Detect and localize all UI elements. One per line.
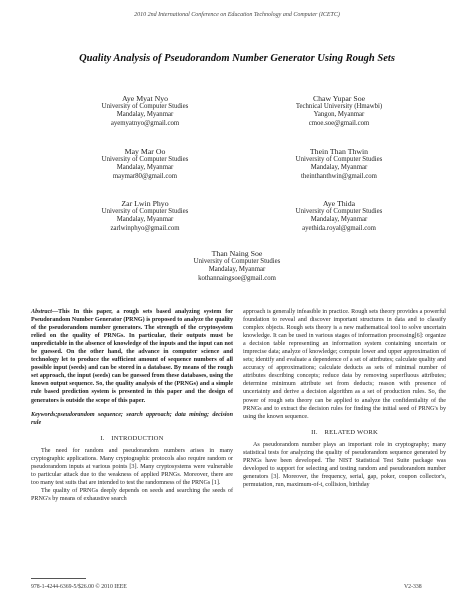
intro-paragraph: The quality of PRNGs deeply depends on seeds and searching the seeds of PRNG's by means of exhaustive search — [31, 487, 233, 502]
author-affiliation: University of Computer Studies — [193, 258, 281, 266]
author-block — [254, 200, 424, 233]
abstract-lead: Abstract — [31, 309, 52, 315]
author-location: Mandalay, Myanmar — [310, 164, 368, 172]
author-block — [254, 95, 424, 128]
author-email: theinthanthwin@gmail.com — [301, 172, 377, 180]
left-column — [31, 308, 233, 503]
footer-rule — [31, 578, 86, 579]
paper-title: Quality Analysis of Pseudorandom Number Generator Using Rough Sets — [79, 53, 395, 64]
body-paragraph: approach is generally infeasible in practice. Rough sets theory provides a powerful foundation to reveal and discover important structures in data and to classify complex objects. Rough sets theory is a new mathematical tool to solve uncertain knowledge. It can be used in various stages of information processing[6]: organize a decision table representing an information system containing uncertain or imprecise data; analyze of knowledge; compute lower and upper approximation of sets; identify and evaluate a dependence of a set of attributes; calculate quality and accuracy of approximations; calculate deducts as sets of minimal number of attributes describing concepts; reduce data by removing superfluous attributes; determine minimum attribute set from deducts; reason with presence of uncertainty and derive a decision algorithm as a set of production rules. So, the power of rough sets theory can be applied to analyze the confidentiality of the PRNGs and to extract the decision rules for finding the initial seed of PRNG's by using the known sequence. — [243, 309, 446, 420]
author-block — [60, 200, 230, 233]
author-affiliation: University of Computer Studies — [101, 103, 189, 111]
author-email: maymar80@gmail.com — [112, 172, 178, 180]
author-name: Than Naing Soe — [211, 249, 263, 258]
author-name: Aye Myat Nyo — [121, 94, 169, 103]
author-location: Mandalay, Myanmar — [116, 111, 174, 119]
author-affiliation: University of Computer Studies — [101, 208, 189, 216]
author-name: Thein Than Thwin — [309, 147, 369, 156]
abstract-text: —This In this paper, a rough sets based analyzing system for Pseudorandom Number Generator (PRNG) is proposed to analyze the quality of the pseudorandom number generators. The strength of the cryptosystem relied on the quality of PRNGs. In particular, their outputs must be unpredictable in the absence of knowledge of the inputs and the input can not be guessed. On the other hand, the advance in computer science and technology let to produce the sufficient amount of sequence numbers of all possible input (seeds) and can be stored in a database. By means of the rough set approach, the input (seeds) can be guessed from these databases, using the known output sequence. So, the quality analysis of the (PRNGs) and a simple rule based prediction system is presented in this paper and the design of generators is outside the scope of this paper. — [31, 309, 233, 404]
author-email: zarlwinphyo@gmail.com — [110, 224, 180, 232]
related-work-paragraph: As pseudorandom number plays an important role in cryptography; many statistical tests for analyzing the quality of pseudorandom sequence generated by PRNGs have been developed. The NIST Statistical Test Suite package was developed to support for selecting and testing random and pseudorandom number generators [3]. Moreover, the frequency, serial, gap, poker, coupon collector's, permutation, run, maximum-of-t, collision, birthday — [243, 441, 446, 488]
section-heading-related-work: II. RELATED WORK — [311, 428, 378, 436]
conference-header: 2010 2nd International Conference on Education Technology and Computer (ICETC) — [134, 12, 340, 18]
author-location: Mandalay, Myanmar — [116, 216, 174, 224]
author-name: Chaw Yupar Soe — [312, 94, 366, 103]
author-affiliation: Technical University (Hmawbi) — [295, 103, 383, 111]
author-name: May Mar Oo — [124, 147, 166, 156]
author-affiliation: University of Computer Studies — [101, 156, 189, 164]
copyright-notice: 978-1-4244-6369-5/$26.00 © 2010 IEEE — [31, 584, 127, 590]
right-column — [243, 308, 446, 489]
author-block — [254, 148, 424, 181]
author-block — [60, 148, 230, 181]
author-email: cmoe.soe@gmail.com — [308, 119, 370, 127]
author-email: ayemyatnyo@gmail.com — [110, 119, 180, 127]
author-location: Mandalay, Myanmar — [116, 164, 174, 172]
page-number: V2-338 — [404, 584, 422, 590]
author-affiliation: University of Computer Studies — [295, 208, 383, 216]
author-location: Mandalay, Myanmar — [208, 266, 266, 274]
author-name: Zar Lwin Phyo — [121, 199, 169, 208]
author-email: kothannaingsoe@gmail.com — [198, 274, 276, 282]
keywords: Keywords;pseudorandom sequence; search approach; data mining; decision rule — [31, 411, 233, 426]
intro-paragraph: The need for random and pseudorandom numbers arises in many cryptographic applications. Many cryptographic protocols also require random or pseudorandom inputs at various points [3]. Many cryptosystems were vulnerable to particular attack due to the weakness of applied PRNGs. Moreover, there are too many test suits that are intended to test the randomness of the PRNGs [1]. — [31, 447, 233, 486]
author-block — [152, 250, 322, 283]
abstract — [31, 308, 233, 405]
section-heading-introduction: I. INTRODUCTION — [100, 434, 164, 442]
author-location: Mandalay, Myanmar — [310, 216, 368, 224]
author-location: Yangon, Myanmar — [313, 111, 365, 119]
author-email: ayethida.royal@gmail.com — [302, 224, 376, 232]
author-affiliation: University of Computer Studies — [295, 156, 383, 164]
author-name: Aye Thida — [322, 199, 356, 208]
author-block — [60, 95, 230, 128]
